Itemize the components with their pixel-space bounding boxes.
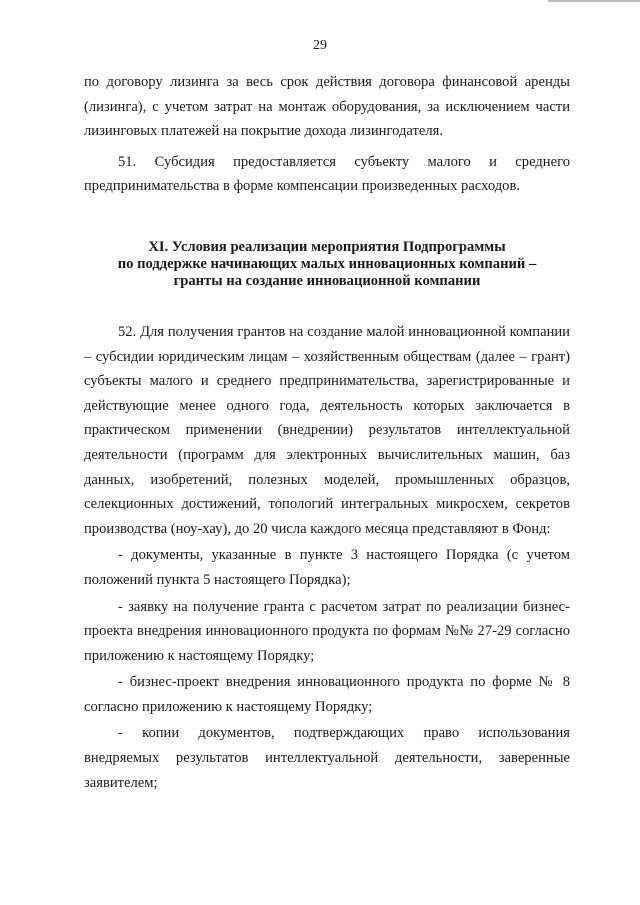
list-item-business-project: - бизнес-проект внедрения инновационного продукта по форме № 8 согласно приложению к настоящему Порядку; [84, 674, 570, 715]
list-item-document-copies: - копии документов, подтверждающих право использования внедряемых результатов интеллектуальной деятельности, заверенные заявителем; [84, 725, 570, 791]
paragraph-continuation: по договору лизинга за весь срок действия договора финансовой аренды (лизинга), с учетом затрат на монтаж оборудования, за исключением части лизинговых платежей на покрытие дохода лизингодателя. [84, 74, 570, 140]
list-item-documents: - документы, указанные в пункте 3 настоящего Порядка (с учетом положений пункта 5 настоящего Порядка); [84, 547, 570, 588]
section-heading-line-1: XI. Условия реализации мероприятия Подпрограммы [148, 238, 506, 255]
document-body [84, 70, 570, 795]
paragraph-51: 51. Субсидия предоставляется субъекту малого и среднего предпринимательства в форме компенсации произведенных расходов. [84, 153, 570, 195]
list-item-grant-application: - заявку на получение гранта с расчетом затрат по реализации бизнес-проекта внедрения инновационного продукта по формам №№ 27-29 согласно приложению к настоящему Порядку; [84, 598, 570, 664]
section-heading-line-2: по поддержке начинающих малых инновационных компаний – [117, 255, 537, 272]
section-heading-line-3: гранты на создание инновационной компании [173, 272, 481, 289]
page-number: 29 [313, 38, 327, 53]
top-edge-line [548, 0, 640, 2]
section-heading [84, 239, 570, 290]
paragraph-52: 52. Для получения грантов на создание малой инновационной компании – субсидии юридическим лицам – хозяйственным обществам (далее – грант) субъекты малого и среднего предпринимательства, зарегистрированные и действующие менее одного года, деятельность которых заключается в практическом применении (внедрении) результатов интеллектуальной деятельности (программ для электронных вычислительных машин, баз данных, изобретений, полезных моделей, промышленных образцов, селекционных достижений, топологий интегральных микросхем, секретов производства (ноу-хау), до 20 числа каждого месяца представляют в Фонд: [84, 323, 570, 537]
